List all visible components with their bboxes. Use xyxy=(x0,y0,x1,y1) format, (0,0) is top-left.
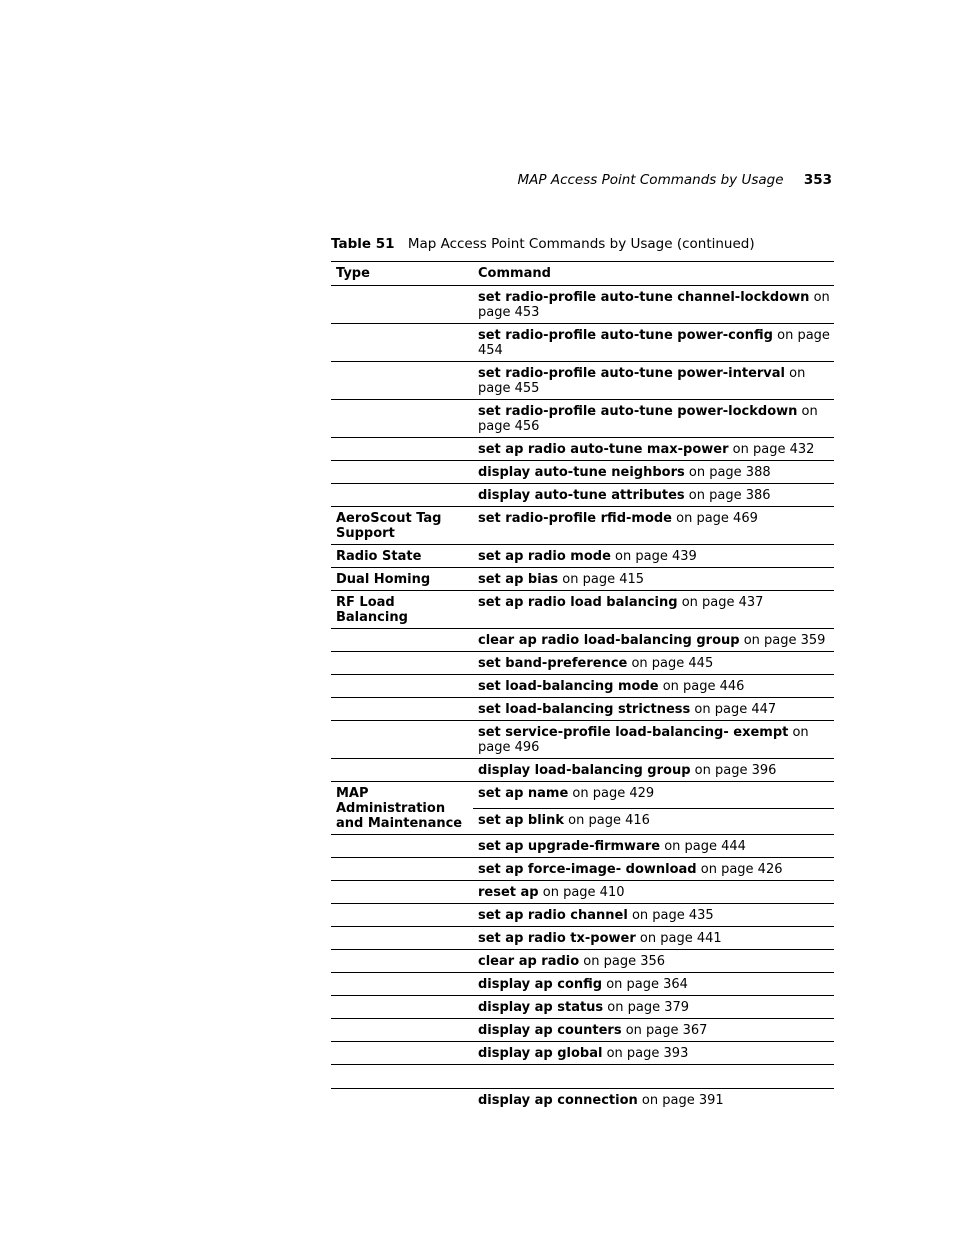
command-cell xyxy=(473,808,834,835)
command-cell xyxy=(473,545,834,568)
type-cell xyxy=(331,1089,473,1112)
command-name: set radio-profile auto-tune power-config xyxy=(478,328,773,343)
page-reference: on page 447 xyxy=(690,702,777,717)
page-reference: on page 379 xyxy=(603,1000,690,1015)
page-reference: on page 429 xyxy=(568,786,655,801)
command-cell xyxy=(473,782,834,809)
table-row xyxy=(331,652,834,675)
column-header-command: Command xyxy=(473,262,834,286)
table-row xyxy=(331,1042,834,1065)
table-row xyxy=(331,1065,834,1089)
running-header xyxy=(518,172,832,188)
command-cell xyxy=(473,1042,834,1065)
command-cell xyxy=(473,591,834,629)
command-name: display ap global xyxy=(478,1046,603,1061)
type-cell xyxy=(331,1065,473,1089)
type-cell xyxy=(331,881,473,904)
page-reference: on page 364 xyxy=(602,977,688,992)
table-row xyxy=(331,591,834,629)
table-row xyxy=(331,904,834,927)
table-row xyxy=(331,545,834,568)
type-cell xyxy=(331,1042,473,1065)
page-reference: on page 455 xyxy=(478,366,806,396)
type-cell xyxy=(331,484,473,507)
command-cell xyxy=(473,568,834,591)
command-name: display ap config xyxy=(478,977,603,992)
command-name: clear ap radio xyxy=(478,954,580,969)
table-row xyxy=(331,858,834,881)
command-cell xyxy=(473,950,834,973)
command-cell xyxy=(473,286,834,324)
type-cell xyxy=(331,324,473,362)
table-row xyxy=(331,698,834,721)
table-row xyxy=(331,400,834,438)
table-header-row xyxy=(331,262,834,286)
type-cell xyxy=(331,996,473,1019)
table-row xyxy=(331,1089,834,1112)
command-cell xyxy=(473,461,834,484)
page-reference: on page 415 xyxy=(558,572,645,587)
command-name: set band-preference xyxy=(478,656,628,671)
command-cell xyxy=(473,904,834,927)
page-reference: on page 396 xyxy=(690,763,777,778)
command-cell xyxy=(473,881,834,904)
command-name: reset ap xyxy=(478,885,539,900)
page-reference: on page 446 xyxy=(658,679,745,694)
type-cell xyxy=(331,927,473,950)
table-row xyxy=(331,1019,834,1042)
table-row xyxy=(331,881,834,904)
command-name: display ap connection xyxy=(478,1093,638,1108)
column-header-type: Type xyxy=(331,262,473,286)
page-reference: on page 386 xyxy=(684,488,771,503)
table-caption-label: Table 51 xyxy=(331,236,395,252)
command-name: display auto-tune neighbors xyxy=(478,465,685,480)
type-cell xyxy=(331,629,473,652)
command-cell xyxy=(473,835,834,858)
type-cell: MAP Administration and Maintenance xyxy=(331,782,473,835)
command-name: set ap radio tx-power xyxy=(478,931,636,946)
command-name: set ap radio channel xyxy=(478,908,628,923)
command-name: display auto-tune attributes xyxy=(478,488,685,503)
command-cell xyxy=(473,362,834,400)
page-reference: on page 496 xyxy=(478,725,809,755)
type-cell xyxy=(331,461,473,484)
command-cell xyxy=(473,996,834,1019)
command-name: set ap name xyxy=(478,786,569,801)
command-name: display ap counters xyxy=(478,1023,622,1038)
type-cell xyxy=(331,904,473,927)
command-cell xyxy=(473,927,834,950)
page-reference: on page 356 xyxy=(579,954,666,969)
command-name: set radio-profile auto-tune power-lockdown xyxy=(478,404,798,419)
type-cell xyxy=(331,675,473,698)
command-name: set ap radio mode xyxy=(478,549,611,564)
type-cell: Radio State xyxy=(331,545,473,568)
page-reference: on page 388 xyxy=(684,465,771,480)
command-name: set ap force-image- download xyxy=(478,862,697,877)
command-name: set ap bias xyxy=(478,572,559,587)
command-name: set radio-profile auto-tune power-interval xyxy=(478,366,786,381)
type-cell xyxy=(331,652,473,675)
table-row xyxy=(331,568,834,591)
type-cell xyxy=(331,1019,473,1042)
table-row xyxy=(331,675,834,698)
command-cell xyxy=(473,652,834,675)
type-cell xyxy=(331,698,473,721)
table-caption xyxy=(331,236,755,252)
table-row xyxy=(331,507,834,545)
table-row xyxy=(331,759,834,782)
page-reference: on page 367 xyxy=(621,1023,708,1038)
command-cell xyxy=(473,973,834,996)
table-row xyxy=(331,461,834,484)
command-cell xyxy=(473,759,834,782)
page-reference: on page 453 xyxy=(478,290,830,320)
command-cell xyxy=(473,507,834,545)
page-reference: on page 391 xyxy=(637,1093,724,1108)
command-name: set radio-profile rfid-mode xyxy=(478,511,672,526)
command-name: display load-balancing group xyxy=(478,763,691,778)
table-row xyxy=(331,362,834,400)
command-cell xyxy=(473,629,834,652)
page-reference: on page 454 xyxy=(478,328,830,358)
table-caption-text: Map Access Point Commands by Usage (continued) xyxy=(407,236,755,252)
page-reference: on page 410 xyxy=(538,885,625,900)
type-cell xyxy=(331,759,473,782)
page-reference: on page 469 xyxy=(672,511,758,526)
command-name: set load-balancing mode xyxy=(478,679,659,694)
type-cell xyxy=(331,858,473,881)
type-cell xyxy=(331,721,473,759)
command-name: set load-balancing strictness xyxy=(478,702,691,717)
type-cell xyxy=(331,286,473,324)
section-title: MAP Access Point Commands by Usage xyxy=(517,172,784,188)
table-row xyxy=(331,996,834,1019)
command-cell xyxy=(473,1089,834,1112)
table-row xyxy=(331,782,834,809)
commands-table xyxy=(331,261,834,1111)
page-reference: on page 432 xyxy=(728,442,815,457)
table-row xyxy=(331,629,834,652)
command-cell xyxy=(473,400,834,438)
command-name: set ap blink xyxy=(478,812,565,828)
page-reference: on page 359 xyxy=(739,633,826,648)
type-cell: Dual Homing xyxy=(331,568,473,591)
page-number: 353 xyxy=(803,172,832,188)
command-name: set radio-profile auto-tune channel-lockdown xyxy=(478,290,810,305)
type-cell xyxy=(331,400,473,438)
page-reference: on page 456 xyxy=(478,404,818,434)
command-cell xyxy=(473,324,834,362)
page-reference: on page 437 xyxy=(677,595,764,610)
type-cell: RF Load Balancing xyxy=(331,591,473,629)
table-body xyxy=(331,286,834,1112)
table-row xyxy=(331,835,834,858)
table-row xyxy=(331,484,834,507)
table-row xyxy=(331,950,834,973)
table-row xyxy=(331,927,834,950)
type-cell xyxy=(331,835,473,858)
table-row xyxy=(331,286,834,324)
command-cell xyxy=(473,1065,834,1089)
page-reference: on page 426 xyxy=(696,862,783,877)
page-reference: on page 416 xyxy=(564,812,650,828)
type-cell xyxy=(331,438,473,461)
command-name: set ap radio auto-tune max-power xyxy=(478,442,729,457)
page-reference: on page 393 xyxy=(602,1046,689,1061)
page-reference: on page 444 xyxy=(660,839,746,854)
type-cell xyxy=(331,362,473,400)
command-name: set service-profile load-balancing- exempt xyxy=(478,725,789,740)
table-row xyxy=(331,438,834,461)
type-cell xyxy=(331,973,473,996)
command-cell xyxy=(473,438,834,461)
command-cell xyxy=(473,698,834,721)
page-reference: on page 441 xyxy=(635,931,722,946)
type-cell xyxy=(331,950,473,973)
page-reference: on page 439 xyxy=(610,549,697,564)
page-reference: on page 435 xyxy=(627,908,714,923)
command-name: set ap radio load balancing xyxy=(478,595,678,610)
table-row xyxy=(331,973,834,996)
command-name: set ap upgrade-firmware xyxy=(478,839,661,854)
command-cell xyxy=(473,721,834,759)
command-cell xyxy=(473,1019,834,1042)
command-cell xyxy=(473,484,834,507)
command-name: clear ap radio load-balancing group xyxy=(478,633,740,648)
command-cell xyxy=(473,858,834,881)
command-cell xyxy=(473,675,834,698)
type-cell: AeroScout Tag Support xyxy=(331,507,473,545)
command-name: display ap status xyxy=(478,1000,604,1015)
table-row xyxy=(331,324,834,362)
table-row xyxy=(331,721,834,759)
page-reference: on page 445 xyxy=(627,656,714,671)
